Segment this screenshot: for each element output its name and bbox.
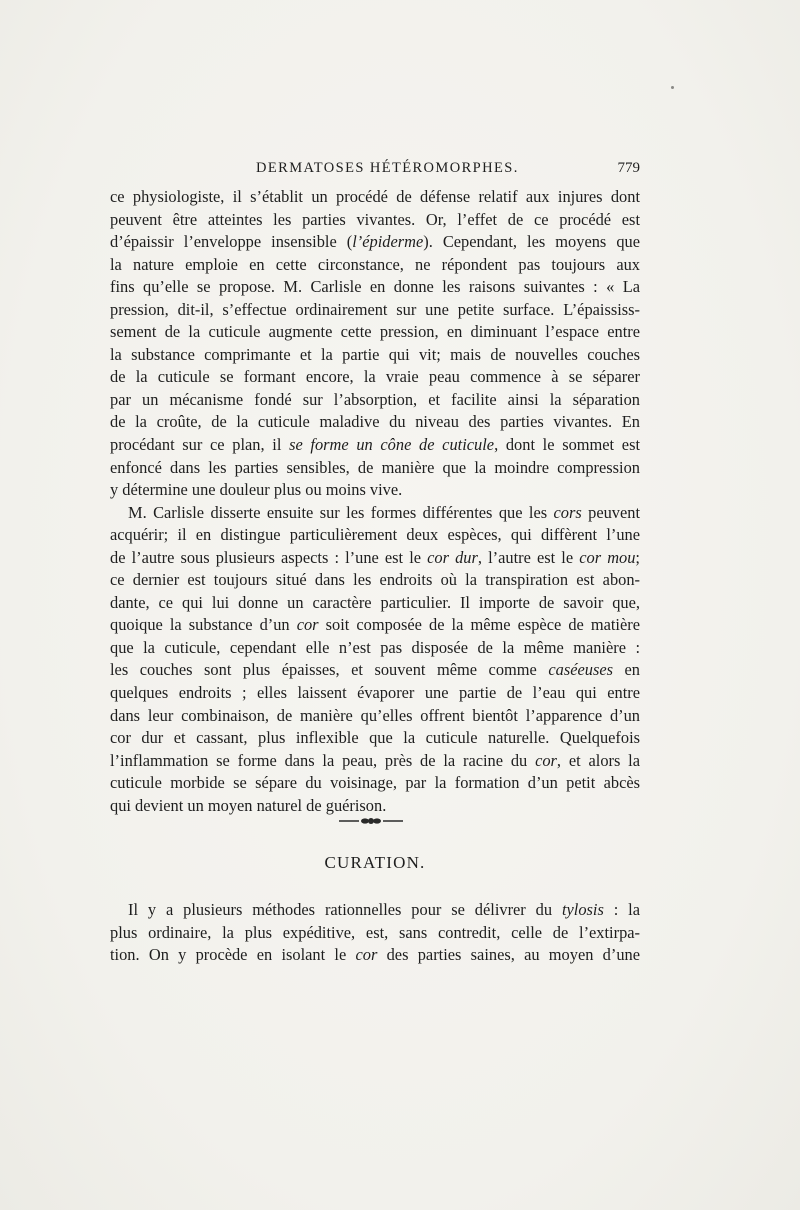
text-line: [110, 299, 640, 322]
line-text: soit composée de la même espèce de matière: [318, 615, 640, 635]
line-text: que la cuticule, cependant elle n’est pas disposée de la même manière :: [110, 637, 640, 657]
line-text: dante, ce qui lui donne un caractère particulier. Il importe de savoir que,: [110, 592, 640, 612]
text-line: [110, 524, 640, 547]
line-text: les couches sont plus épaisses, et souvent même comme: [110, 660, 549, 680]
line-text: acquérir; il en distingue particulièrement deux espèces, qui diffèrent l’une: [110, 525, 640, 545]
line-text: fins qu’elle se propose. M. Carlisle en donne les raisons suivantes : « La: [110, 277, 640, 297]
line-text: de la cuticule se formant encore, la vraie peau commence à se séparer: [110, 367, 640, 387]
section-title: CURATION.: [324, 853, 426, 872]
italic-text: cors: [553, 502, 582, 522]
line-text: plus ordinaire, la plus expéditive, est, sans contredit, celle de l’extirpa-: [110, 922, 640, 942]
text-line: [110, 795, 640, 818]
text-line: [110, 502, 640, 525]
line-text: sement de la cuticule augmente cette pression, en diminuant l’espace entre: [110, 322, 640, 342]
italic-text: l’épiderme: [352, 232, 424, 252]
text-line: [110, 344, 640, 367]
line-text: peuvent: [581, 502, 641, 522]
text-line: [110, 276, 640, 299]
fleuron-ornament: [339, 816, 403, 826]
line-text: ce physiologiste, il s’établit un procédé de défense relatif aux injures dont: [110, 187, 640, 206]
text-line: [110, 321, 640, 344]
text-line: [110, 411, 640, 434]
line-text: , l’autre est le: [477, 547, 580, 567]
line-text: procédant sur ce plan, il: [110, 435, 290, 455]
text-line: [110, 457, 640, 480]
italic-text: caséeuses: [548, 660, 613, 680]
line-text: ;: [635, 547, 640, 567]
text-line: [110, 366, 640, 389]
line-text: , et alors la: [556, 750, 640, 770]
line-text: enfoncé dans les parties sensibles, de manière que la moindre compression: [110, 457, 640, 477]
text-line: [110, 209, 640, 232]
line-text: Il y a plusieurs méthodes rationnelles pour se délivrer du: [128, 900, 562, 919]
text-line: [110, 434, 640, 457]
line-text: tion. On y procède en isolant le: [110, 945, 356, 965]
line-text: peuvent être atteintes les parties vivantes. Or, l’effet de ce procédé est: [110, 209, 640, 229]
line-text: en: [612, 660, 640, 680]
line-text: : la: [603, 900, 640, 919]
running-title: DERMATOSES HÉTÉROMORPHES.: [256, 160, 519, 176]
body-text-curation: [110, 899, 640, 967]
italic-text: cor: [296, 615, 319, 635]
text-line: [110, 944, 640, 967]
page-number: 779: [617, 160, 640, 176]
text-line: [110, 254, 640, 277]
text-line: [110, 705, 640, 728]
line-text: qui devient un moyen naturel de guérison.: [110, 795, 387, 815]
line-text: , dont le sommet est: [494, 435, 640, 455]
text-line: [110, 682, 640, 705]
line-text: dans leur combinaison, de manière qu’elles offrent bientôt l’apparence d’un: [110, 705, 640, 725]
line-text: de l’autre sous plusieurs aspects : l’une est le: [110, 547, 428, 567]
line-text: la nature emploie en cette circonstance, ne répondent pas toujours aux: [110, 254, 640, 274]
text-line: [110, 592, 640, 615]
line-text: la substance comprimante et la partie qui vit; mais de nouvelles couches: [110, 344, 640, 364]
line-text: quoique la substance d’un: [110, 615, 297, 635]
line-text: par un mécanisme fondé sur l’absorption, et facilite ainsi la séparation: [110, 389, 640, 409]
line-text: de la croûte, de la cuticule maladive du niveau des parties vivantes. En: [110, 412, 640, 432]
line-text: y détermine une douleur plus ou moins vive.: [110, 480, 403, 500]
line-text: quelques endroits ; elles laissent évaporer une partie de l’eau qui entre: [110, 683, 640, 703]
italic-text: cor dur: [427, 547, 478, 567]
paragraph-2: [110, 502, 640, 818]
text-line: [110, 389, 640, 412]
line-text: l’inflammation se forme dans la peau, près de la racine du: [110, 750, 536, 770]
text-line: [110, 547, 640, 570]
text-line: [110, 186, 640, 209]
text-line: [110, 569, 640, 592]
italic-text: cor: [355, 945, 378, 965]
text-line: [110, 637, 640, 660]
line-text: ). Cependant, les moyens que: [423, 232, 641, 252]
text-line: [110, 750, 640, 773]
text-line: [110, 479, 640, 502]
line-text: cor dur et cassant, plus inflexible que la cuticule naturelle. Quelquefois: [110, 728, 640, 748]
line-text: cuticule morbide se sépare du voisinage, par la formation d’un petit abcès: [110, 773, 640, 793]
text-line: [110, 899, 640, 922]
italic-text: tylosis: [561, 900, 604, 919]
line-text: pression, dit-il, s’effectue ordinairement sur une petite surface. L’épaississ-: [110, 299, 640, 319]
text-line: [110, 231, 640, 254]
paragraph-3: [110, 899, 640, 967]
paper-speck: [671, 86, 674, 89]
line-text: ce dernier est toujours situé dans les endroits où la transpiration est abon-: [110, 570, 640, 590]
running-head: [110, 160, 640, 184]
line-text: M. Carlisle disserte ensuite sur les formes différentes que les: [128, 502, 554, 522]
italic-text: cor mou: [579, 547, 636, 567]
text-line: [110, 727, 640, 750]
paragraph-1: [110, 186, 640, 502]
body-text: [110, 186, 640, 817]
text-line: [110, 922, 640, 945]
text-line: [110, 772, 640, 795]
italic-text: cor: [535, 750, 557, 770]
italic-text: se forme un cône de cuticule: [289, 435, 495, 455]
text-line: [110, 659, 640, 682]
text-line: [110, 614, 640, 637]
line-text: des parties saines, au moyen d’une: [377, 945, 640, 965]
line-text: d’épaissir l’enveloppe insensible (: [110, 232, 353, 252]
